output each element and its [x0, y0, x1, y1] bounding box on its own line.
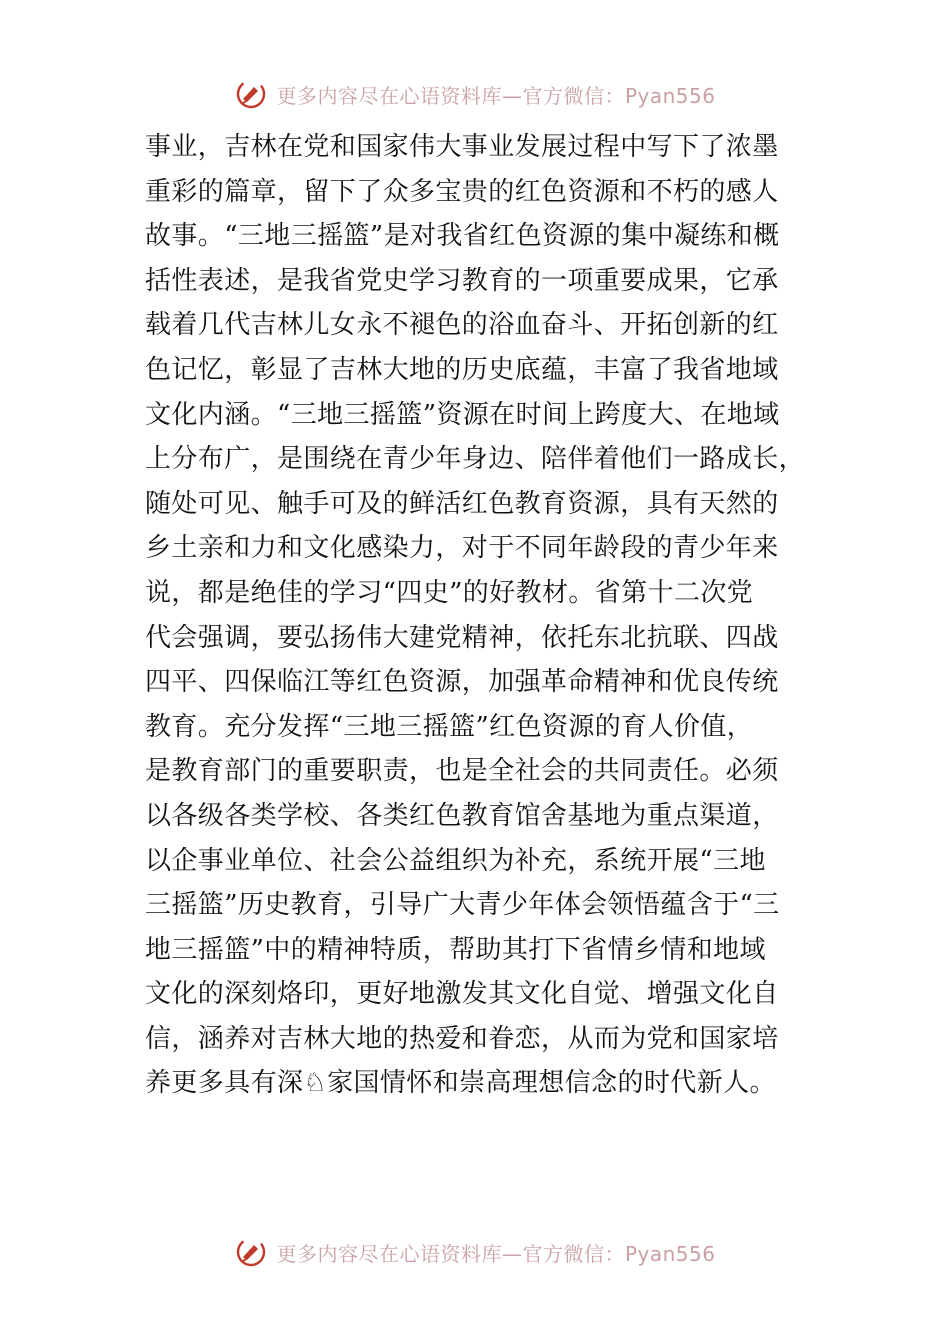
text-line: 说，都是绝佳的学习“四史”的好教材。省第十二次党: [145, 577, 754, 608]
text-line: 随处可见、触手可及的鲜活红色教育资源，具有天然的: [145, 488, 779, 519]
document-body: [145, 125, 810, 1106]
text-line: 地三摇篮”中的精神特质，帮助其打下省情乡情和地域: [145, 934, 766, 965]
text-line: 以各级各类学校、各类红色教育馆舍基地为重点渠道，: [145, 800, 779, 831]
header-watermark: [0, 74, 950, 114]
text-line: 以企事业单位、社会公益组织为补充，系统开展“三地: [145, 845, 766, 876]
logo-icon: [234, 77, 268, 111]
text-line: 三摇篮”历史教育，引导广大青少年体会领悟蕴含于“三: [145, 890, 780, 921]
text-line: 文化的深刻烙印，更好地激发其文化自觉、增强文化自: [145, 979, 779, 1010]
text-line: 上分布广，是围绕在青少年身边、陪伴着他们一路成长，: [145, 444, 806, 475]
text-line: 故事。“三地三摇篮”是对我省红色资源的集中凝练和概: [145, 221, 780, 252]
text-line: 信，涵养对吉林大地的热爱和眷恋，从而为党和国家培: [145, 1023, 779, 1054]
logo-icon: [234, 1235, 268, 1269]
watermark-text: 更多内容尽在心语资料库—官方微信：Pyan556: [276, 1241, 716, 1266]
text-line: 养更多具有深♘家国情怀和崇高理想信念的时代新人。: [145, 1068, 776, 1099]
text-line: 色记忆，彰显了吉林大地的历史底蕴，丰富了我省地域: [145, 354, 779, 385]
text-line: 四平、四保临江等红色资源，加强革命精神和优良传统: [145, 667, 779, 698]
text-line: 乡土亲和力和文化感染力，对于不同年龄段的青少年来: [145, 533, 779, 564]
text-line: 代会强调，要弘扬伟大建党精神，依托东北抗联、四战: [145, 622, 779, 653]
text-line: 括性表述，是我省党史学习教育的一项重要成果，它承: [145, 265, 779, 296]
text-line: 教育。充分发挥“三地三摇篮”红色资源的育人价值，: [145, 711, 754, 742]
text-line: 载着几代吉林儿女永不褪色的浴血奋斗、开拓创新的红: [145, 310, 779, 341]
text-line: 重彩的篇章，留下了众多宝贵的红色资源和不朽的感人: [145, 176, 779, 207]
text-line: 事业，吉林在党和国家伟大事业发展过程中写下了浓墨: [145, 132, 779, 162]
watermark-text: 更多内容尽在心语资料库—官方微信：Pyan556: [276, 83, 716, 108]
text-line: 是教育部门的重要职责，也是全社会的共同责任。必须: [145, 756, 779, 787]
footer-watermark: [0, 1232, 950, 1272]
text-line: 文化内涵。“三地三摇篮”资源在时间上跨度大、在地域: [145, 399, 780, 430]
